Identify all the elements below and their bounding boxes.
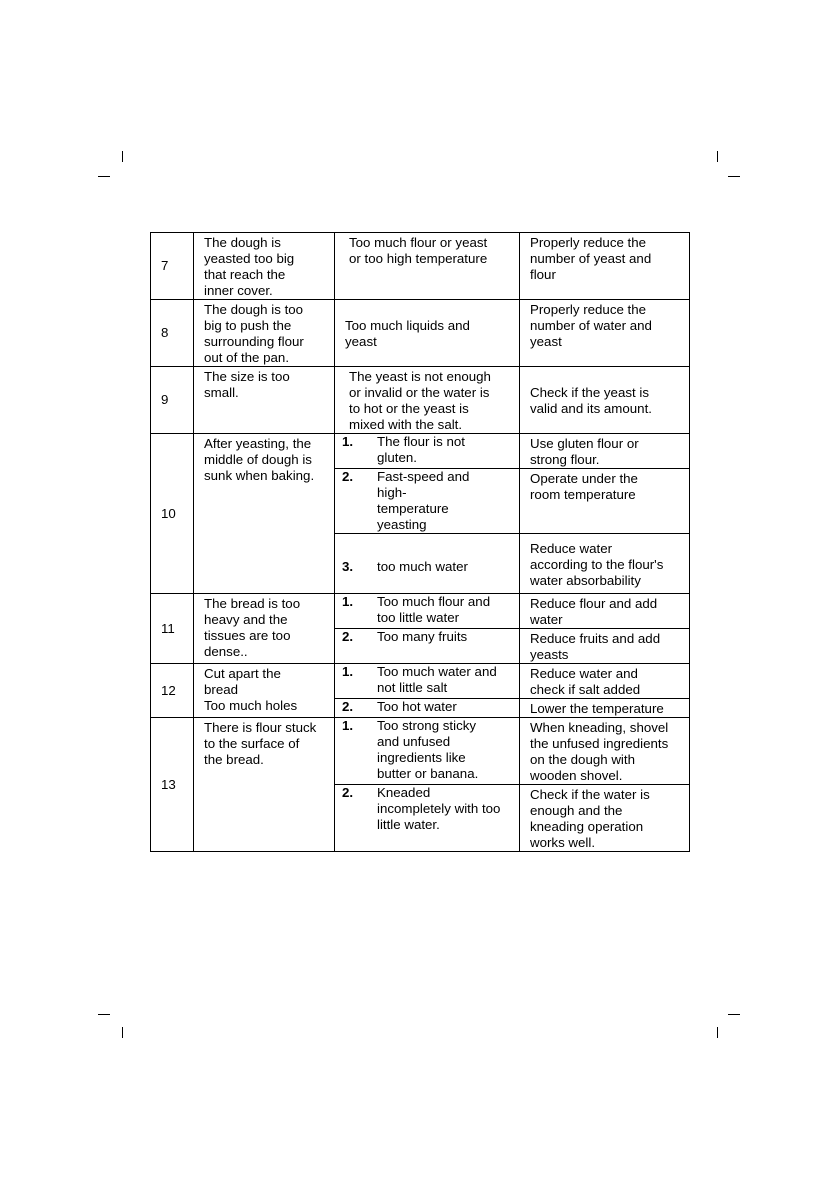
crop-mark-bottom-right-h [728, 1014, 740, 1015]
solution-cell: Operate under the room temperature [520, 469, 690, 534]
problem-cell: Cut apart the bread Too much holes [194, 664, 335, 718]
problem-cell: The size is too small. [194, 367, 335, 434]
problem-cell: The bread is too heavy and the tissues are too dense.. [194, 594, 335, 664]
cause-cell: Too much liquids and yeast [335, 300, 520, 367]
row-number: 7 [151, 233, 194, 300]
problem-cell: The dough is too big to push the surrounding flour out of the pan. [194, 300, 335, 367]
crop-mark-bottom-right-v [717, 1027, 718, 1038]
table-row [151, 594, 690, 629]
table-row [151, 434, 690, 469]
solution-cell: Check if the yeast is valid and its amount. [520, 367, 690, 434]
solution-cell: Reduce water according to the flour's water absorbability [520, 534, 690, 594]
cause-cell: 2. Too many fruits [335, 629, 520, 664]
crop-mark-top-left-v [122, 151, 123, 162]
cause-cell: 1. Too much flour and too little water [335, 594, 520, 629]
solution-cell: Use gluten flour or strong flour. [520, 434, 690, 469]
table-row [151, 233, 690, 300]
solution-cell: Lower the temperature [520, 699, 690, 718]
troubleshooting-table [150, 232, 690, 852]
row-number: 9 [151, 367, 194, 434]
cause-cell: 2. Fast-speed and high- temperature yeasting [335, 469, 520, 534]
table-row [151, 718, 690, 785]
cause-cell: 2. Kneaded incompletely with too little water. [335, 785, 520, 852]
crop-mark-top-left-h [98, 176, 110, 177]
table-row [151, 300, 690, 367]
table-row [151, 664, 690, 699]
table-row [151, 367, 690, 434]
solution-cell: Reduce fruits and add yeasts [520, 629, 690, 664]
solution-cell: Properly reduce the number of yeast and flour [520, 233, 690, 300]
crop-mark-top-right-v [717, 151, 718, 162]
row-number: 12 [151, 664, 194, 718]
cause-cell: 1. Too much water and not little salt [335, 664, 520, 699]
row-number: 11 [151, 594, 194, 664]
crop-mark-top-right-h [728, 176, 740, 177]
solution-cell: Reduce water and check if salt added [520, 664, 690, 699]
solution-cell: Check if the water is enough and the kneading operation works well. [520, 785, 690, 852]
cause-cell: 3. too much water [335, 534, 520, 594]
row-number: 10 [151, 434, 194, 594]
crop-mark-bottom-left-h [98, 1014, 110, 1015]
solution-cell: Reduce flour and add water [520, 594, 690, 629]
cause-cell: 2. Too hot water [335, 699, 520, 718]
problem-cell: There is flour stuck to the surface of the bread. [194, 718, 335, 852]
solution-cell: When kneading, shovel the unfused ingredients on the dough with wooden shovel. [520, 718, 690, 785]
cause-cell: Too much flour or yeast or too high temperature [335, 233, 520, 300]
cause-cell: 1. Too strong sticky and unfused ingredients like butter or banana. [335, 718, 520, 785]
row-number: 8 [151, 300, 194, 367]
crop-mark-bottom-left-v [122, 1027, 123, 1038]
row-number: 13 [151, 718, 194, 852]
problem-cell: After yeasting, the middle of dough is sunk when baking. [194, 434, 335, 594]
cause-cell: The yeast is not enough or invalid or the water is to hot or the yeast is mixed with the salt. [335, 367, 520, 434]
cause-cell: 1. The flour is not gluten. [335, 434, 520, 469]
solution-cell: Properly reduce the number of water and yeast [520, 300, 690, 367]
problem-cell: The dough is yeasted too big that reach the inner cover. [194, 233, 335, 300]
